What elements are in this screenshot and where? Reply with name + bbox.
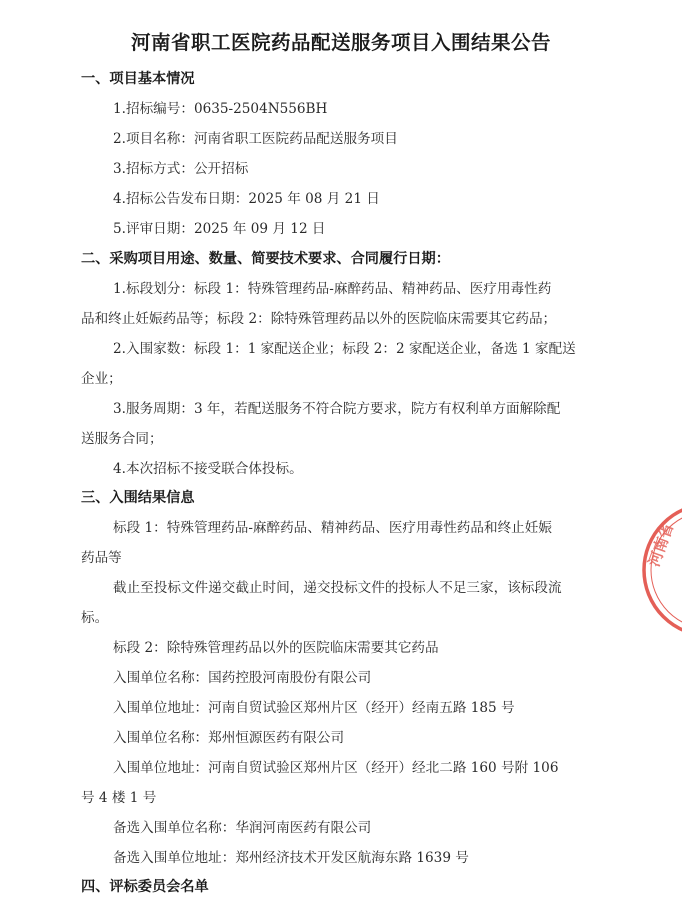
lot1-note-line1: 截止至投标文件递交截止时间，递交投标文件的投标人不足三家，该标段流 [113,580,562,596]
section4-heading: 四、评标委员会名单 [81,879,209,895]
lot-division-line2: 品和终止妊娠药品等；标段 2：除特殊管理药品以外的医院临床需要其它药品； [81,311,557,327]
page-title: 河南省职工医院药品配送服务项目入围结果公告 [130,31,551,54]
alternate-address: 备选入围单位地址：郑州经济技术开发区航海东路 1639 号 [113,850,469,866]
item-review-date: 5.评审日期：2025 年 09 月 12 日 [113,221,326,237]
winner1-name: 入围单位名称：国药控股河南股份有限公司 [113,670,372,686]
item-project-name: 2.项目名称：河南省职工医院药品配送服务项目 [113,131,398,147]
lot2-line: 标段 2：除特殊管理药品以外的医院临床需要其它药品 [113,640,439,656]
consortium-note: 4.本次招标不接受联合体投标。 [113,461,303,477]
lot-division-line1: 1.标段划分：标段 1：特殊管理药品-麻醉药品、精神药品、医疗用毒性药 [113,281,552,297]
lot1-line1: 标段 1：特殊管理药品-麻醉药品、精神药品、医疗用毒性药品和终止妊娠 [113,520,552,536]
section2-heading: 二、采购项目用途、数量、简要技术要求、合同履行日期： [81,251,450,267]
item-publish-date: 4.招标公告发布日期：2025 年 08 月 21 日 [113,191,380,207]
official-seal-stamp [640,500,682,640]
item-bid-number: 1.招标编号：0635-2504N556BH [113,101,328,117]
lot1-note-line2: 标。 [81,610,109,626]
svg-text:河南省: 河南省 [644,520,678,570]
item-bid-method: 3.招标方式：公开招标 [113,161,249,177]
service-period-line2: 送服务合同； [81,431,163,447]
winner2-name: 入围单位名称：郑州恒源医药有限公司 [113,730,345,746]
winner-count-line1: 2.入围家数：标段 1：1 家配送企业；标段 2：2 家配送企业，备选 1 家配送 [113,341,576,357]
winner1-address: 入围单位地址：河南自贸试验区郑州片区（经开）经南五路 185 号 [113,700,515,716]
alternate-name: 备选入围单位名称：华润河南医药有限公司 [113,820,372,836]
winner2-address-line2: 号 4 楼 1 号 [81,790,157,806]
section1-heading: 一、项目基本情况 [81,71,195,87]
lot1-line2: 药品等 [81,550,122,566]
winner2-address-line1: 入围单位地址：河南自贸试验区郑州片区（经开）经北二路 160 号附 106 [113,760,559,776]
section3-heading: 三、入围结果信息 [81,490,195,506]
service-period-line1: 3.服务周期：3 年，若配送服务不符合院方要求，院方有权利单方面解除配 [113,401,561,417]
winner-count-line2: 企业； [81,371,122,387]
